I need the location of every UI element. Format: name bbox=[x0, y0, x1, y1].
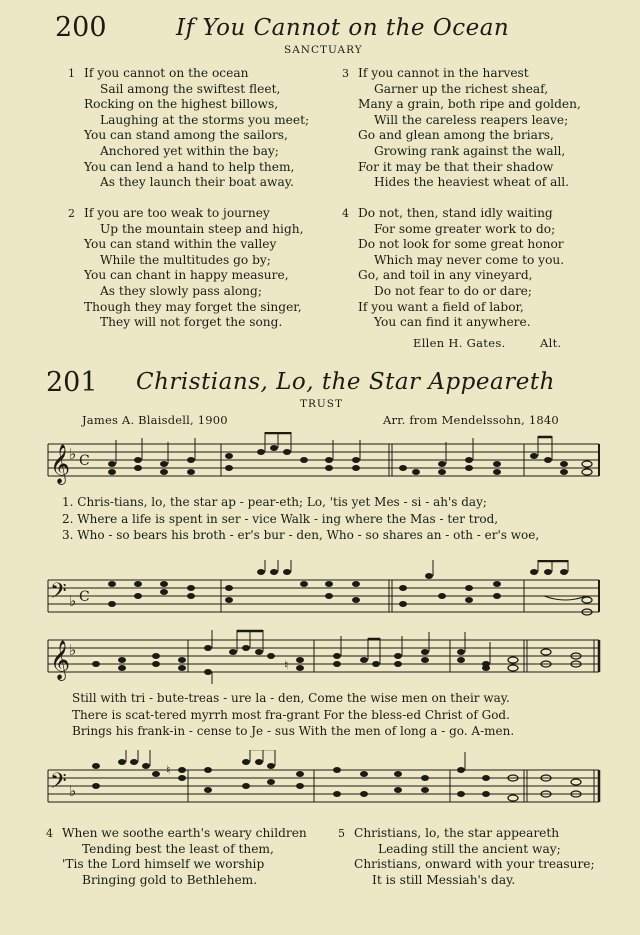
verse-line: Anchored yet within the bay; bbox=[100, 143, 279, 158]
verse-line: Go, and toil in any vineyard, bbox=[358, 268, 533, 283]
verse-line: Do not fear to do or dare; bbox=[374, 283, 533, 298]
hymn-201-stanza-4 bbox=[46, 826, 307, 888]
verse-line: While the multitudes go by; bbox=[100, 252, 271, 267]
svg-text:C: C bbox=[79, 589, 90, 605]
verse-line: Bringing gold to Bethlehem. bbox=[82, 872, 258, 887]
hymn-201-title: Christians, Lo, the Star Appeareth bbox=[136, 369, 555, 395]
svg-text:♭: ♭ bbox=[69, 641, 77, 659]
verse-line: As they launch their boat away. bbox=[100, 175, 294, 190]
svg-text:♮: ♮ bbox=[166, 763, 171, 777]
hymn-200-stanza-2 bbox=[68, 206, 303, 331]
svg-text:♭: ♭ bbox=[69, 445, 77, 463]
verse-line: Sail among the swiftest fleet, bbox=[100, 81, 281, 96]
treble-staff-system-2 bbox=[46, 628, 602, 684]
verse-line: Growing rank against the wall, bbox=[374, 143, 566, 158]
verse-line: Will the careless reapers leave; bbox=[374, 112, 569, 127]
verse-line: You can chant in happy measure, bbox=[84, 268, 289, 283]
hymn-201-tune: TRUST bbox=[300, 398, 343, 410]
stanza-number: 4 bbox=[46, 827, 53, 840]
verse-line: You can stand within the valley bbox=[84, 237, 277, 252]
verse-line: Do not look for some great honor bbox=[358, 237, 564, 252]
verse-line: You can find it anywhere. bbox=[374, 315, 531, 330]
verse-line: Rocking on the highest billows, bbox=[84, 97, 279, 112]
bass-staff-system-2 bbox=[46, 750, 602, 810]
verse-line: 'Tis the Lord himself we worship bbox=[62, 857, 265, 872]
stanza-number: 5 bbox=[338, 827, 345, 840]
hymn-200-alt: Alt. bbox=[540, 336, 562, 350]
verse-line: Up the mountain steep and high, bbox=[100, 221, 304, 236]
verse-line: If you cannot in the harvest bbox=[358, 66, 529, 80]
verse-line: Garner up the richest sheaf, bbox=[374, 81, 549, 96]
lyric-line: There is scat-tered myrrh most fra-grant For the bless-ed Christ of God. bbox=[72, 707, 510, 722]
lyric-line: Brings his frank-in - cense to Je - sus With the men of long a - go. A-men. bbox=[72, 724, 515, 738]
verse-line: Which may never come to you. bbox=[374, 252, 565, 267]
hymn-200-tune: SANCTUARY bbox=[284, 44, 363, 56]
system-1-lyrics bbox=[62, 494, 539, 544]
verse-line: You can stand among the sailors, bbox=[84, 128, 288, 143]
hymn-200-number: 200 bbox=[55, 12, 107, 43]
hymn-201-stanza-5 bbox=[338, 826, 595, 888]
verse-line: As they slowly pass along; bbox=[100, 283, 262, 298]
verse-line: Though they may forget the singer, bbox=[84, 299, 302, 314]
verse-line: If you are too weak to journey bbox=[84, 206, 270, 220]
verse-line: If you want a field of labor, bbox=[358, 299, 524, 314]
hymn-200-stanza-1 bbox=[68, 66, 309, 191]
lyric-line: Still with tri - bute-treas - ure la - den, Come the wise men on their way. bbox=[72, 691, 510, 705]
svg-text:C: C bbox=[79, 453, 90, 469]
verse-line: Hides the heaviest wheat of all. bbox=[374, 175, 570, 190]
verse-line: Laughing at the storms you meet; bbox=[100, 112, 310, 127]
verse-line: If you cannot on the ocean bbox=[84, 66, 249, 80]
hymn-200-stanza-4 bbox=[342, 206, 564, 331]
music-credit: Arr. from Mendelssohn, 1840 bbox=[383, 413, 559, 427]
stanza-number: 1 bbox=[68, 67, 75, 80]
system-2-lyrics bbox=[72, 690, 514, 740]
svg-text:♭: ♭ bbox=[69, 592, 77, 610]
svg-text:𝄢: 𝄢 bbox=[50, 579, 67, 609]
verse-line: Tending best the least of them, bbox=[82, 841, 274, 856]
verse-line: They will not forget the song. bbox=[100, 315, 283, 330]
verse-line: Christians, lo, the star appeareth bbox=[354, 826, 560, 840]
verse-line: Go and glean among the briars, bbox=[358, 128, 554, 143]
hymn-200-stanza-3 bbox=[342, 66, 581, 191]
treble-staff-system-1 bbox=[46, 432, 602, 488]
verse-line: Many a grain, both ripe and golden, bbox=[358, 97, 581, 112]
hymn-201-number: 201 bbox=[46, 367, 98, 398]
stanza-number: 4 bbox=[342, 207, 349, 220]
words-credit: James A. Blaisdell, 1900 bbox=[82, 413, 228, 427]
verse-line: When we soothe earth's weary children bbox=[62, 826, 307, 840]
hymn-200-author: Ellen H. Gates. bbox=[413, 336, 506, 350]
svg-text:𝄞: 𝄞 bbox=[50, 640, 71, 680]
verse-line: It is still Messiah's day. bbox=[372, 872, 516, 887]
bass-staff-system-1 bbox=[46, 560, 602, 620]
verse-line: You can lend a hand to help them, bbox=[84, 159, 295, 174]
svg-text:♮: ♮ bbox=[284, 658, 289, 672]
verse-line: For it may be that their shadow bbox=[358, 159, 554, 174]
stanza-number: 2 bbox=[68, 207, 75, 220]
svg-text:𝄢: 𝄢 bbox=[50, 769, 67, 799]
verse-line: Christians, onward with your treasure; bbox=[354, 857, 595, 872]
lyric-line: 2. Where a life is spent in ser - vice Walk - ing where the Mas - ter trod, bbox=[62, 511, 499, 526]
lyric-line: 3. Who - so bears his broth - er's bur - den, Who - so shares an - oth - er's woe, bbox=[62, 528, 540, 542]
svg-text:♭: ♭ bbox=[69, 782, 77, 800]
svg-text:𝄞: 𝄞 bbox=[50, 444, 71, 484]
lyric-line: 1. Chris-tians, lo, the star ap - pear-eth; Lo, 'tis yet Mes - si - ah's day; bbox=[62, 495, 487, 509]
stanza-number: 3 bbox=[342, 67, 349, 80]
verse-line: For some greater work to do; bbox=[374, 221, 556, 236]
hymn-200-title: If You Cannot on the Ocean bbox=[176, 15, 510, 41]
verse-line: Do not, then, stand idly waiting bbox=[358, 206, 553, 220]
verse-line: Leading still the ancient way; bbox=[378, 841, 561, 856]
